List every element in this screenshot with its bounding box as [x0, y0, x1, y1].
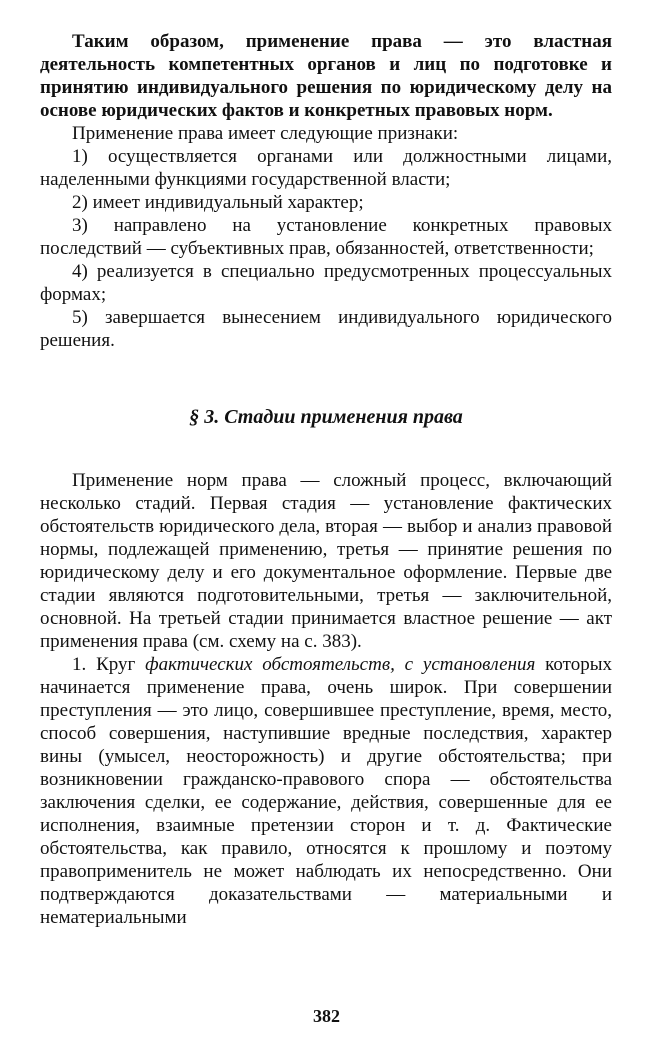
- page-content: [40, 30, 612, 929]
- facts-paragraph: [40, 653, 612, 929]
- sign-item-2: 2) имеет индивидуальный характер;: [72, 192, 364, 213]
- definition-paragraph: Таким образом, применение права — это властная деятельность компетентных органов и лиц по подготовке и принятию индивидуального решения по юридическому делу на основе юридических фактов и конкретных правовых норм.: [40, 31, 612, 121]
- facts-italic: фактических обстоятельств, с установления: [145, 654, 536, 675]
- sign-item-3: 3) направлено на установление конкретных правовых последствий — субъективных прав, обязанностей, ответственности;: [40, 215, 612, 259]
- facts-rest: которых начинается применение права, очень широк. При совершении преступления — это лицо, совершившее преступление, время, место, способ совершения, наступившие вредные последствия, характер вины (умысел, неосторожность) и другие обстоятельства; при возникновении гражданско-правового спора — обстоятельства заключения сделки, ее содержание, действия, совершенные для ее исполнения, взаимные претензии сторон и т. д. Фактические обстоятельства, как правило, относятся к прошлому и поэтому правоприменитель не может наблюдать их непосредственно. Они подтверждаются доказательствами — материальными и нематериальными: [40, 654, 612, 928]
- sign-item-1: 1) осуществляется органами или должностными лицами, наделенными функциями государственной власти;: [40, 146, 612, 190]
- facts-lead: 1. Круг: [72, 654, 146, 675]
- page-number: 382: [313, 1006, 340, 1026]
- stages-paragraph: Применение норм права — сложный процесс, включающий несколько стадий. Первая стадия — установление фактических обстоятельств юридического дела, вторая — выбор и анализ правовой нормы, подлежащей применению, третья — принятие решения по юридическому делу и его документальное оформление. Первые две стадии являются подготовительными, третья — заключительной, основной. На третьей стадии принимается властное решение — акт применения права (см. схему на с. 383).: [40, 470, 612, 652]
- section-heading: § 3. Стадии применения права: [189, 406, 463, 428]
- sign-item-4: 4) реализуется в специально предусмотренных процессуальных формах;: [40, 261, 612, 305]
- signs-intro: Применение права имеет следующие признаки:: [72, 123, 459, 144]
- sign-item-5: 5) завершается вынесением индивидуального юридического решения.: [40, 307, 612, 351]
